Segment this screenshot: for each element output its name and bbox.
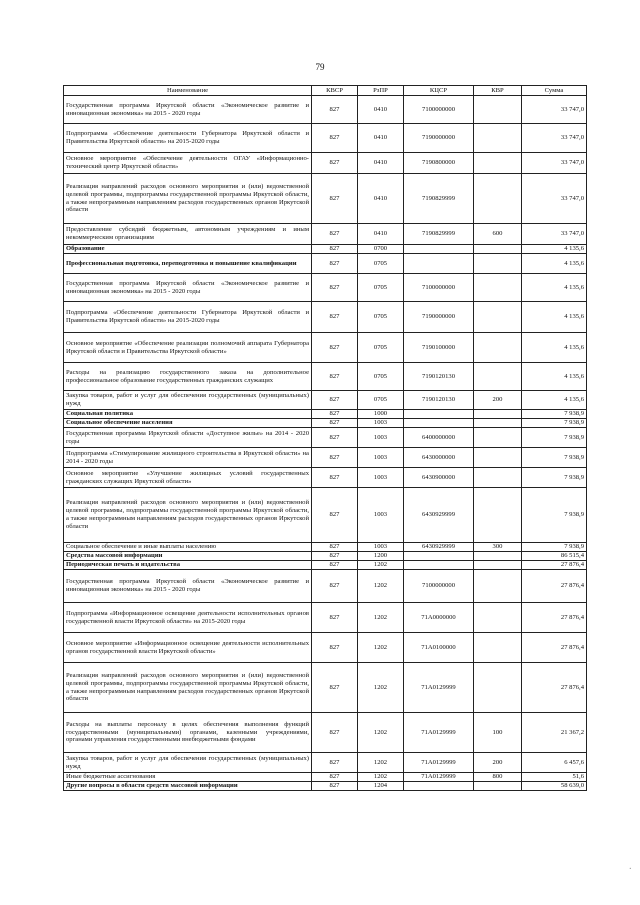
cell-kcsr	[404, 552, 474, 561]
table-row	[64, 302, 587, 333]
table-row	[64, 153, 587, 174]
cell-sum: 21 367,2	[522, 713, 587, 753]
cell-kvsr: 827	[312, 570, 358, 603]
cell-kvr	[474, 488, 522, 543]
cell-kvsr: 827	[312, 753, 358, 773]
cell-name: Государственная программа Иркутской области «Экономическое развитие и инновационная экономика» на 2015 - 2020 годы	[64, 274, 312, 302]
cell-name: Подпрограмма «Информационное освещение деятельности исполнительных органов государственной власти Иркутской области» на 2015-2020 годы	[64, 603, 312, 633]
cell-kcsr	[404, 561, 474, 570]
cell-kvr	[474, 333, 522, 363]
cell-name: Профессиональная подготовка, переподготовка и повышение квалификации	[64, 254, 312, 274]
cell-name: Реализация направлений расходов основного мероприятия и (или) ведомственной целевой программы, подпрограммы государственной программы Иркутской области, а также непрограммным направлениям расходов государственных органов Иркутской области	[64, 488, 312, 543]
cell-sum: 4 135,6	[522, 363, 587, 391]
cell-rzpr: 1003	[358, 543, 404, 552]
cell-kvr	[474, 570, 522, 603]
cell-kvsr: 827	[312, 488, 358, 543]
cell-sum: 7 938,9	[522, 410, 587, 419]
cell-name: Периодическая печать и издательства	[64, 561, 312, 570]
cell-kvsr: 827	[312, 333, 358, 363]
cell-kvr	[474, 254, 522, 274]
cell-sum: 6 457,6	[522, 753, 587, 773]
cell-kcsr: 6400000000	[404, 428, 474, 448]
cell-name: Государственная программа Иркутской области «Доступное жилье» на 2014 - 2020 годы	[64, 428, 312, 448]
cell-kcsr: 6430900000	[404, 468, 474, 488]
cell-kvsr: 827	[312, 552, 358, 561]
cell-name: Реализация направлений расходов основного мероприятия и (или) ведомственной целевой программы, подпрограммы государственной программы Иркутской области, а также непрограммным направлениям расходов государственных органов Иркутской области	[64, 663, 312, 713]
cell-kvsr: 827	[312, 363, 358, 391]
cell-rzpr: 1003	[358, 488, 404, 543]
cell-name: Социальное обеспечение и иные выплаты населению	[64, 543, 312, 552]
cell-name: Государственная программа Иркутской области «Экономическое развитие и инновационная экономика» на 2015 - 2020 годы	[64, 96, 312, 124]
cell-rzpr: 1202	[358, 561, 404, 570]
cell-name: Образование	[64, 245, 312, 254]
cell-rzpr: 0410	[358, 153, 404, 174]
cell-kcsr: 71А0129999	[404, 713, 474, 753]
cell-kvr	[474, 363, 522, 391]
cell-kvr	[474, 782, 522, 791]
cell-sum: 33 747,0	[522, 96, 587, 124]
table-row	[64, 782, 587, 791]
table-header-row	[64, 86, 587, 96]
table-row	[64, 713, 587, 753]
header-rzpr: РзПР	[358, 86, 404, 96]
page-number: 79	[315, 62, 325, 72]
cell-rzpr: 1202	[358, 633, 404, 663]
cell-sum: 7 938,9	[522, 448, 587, 468]
table-row	[64, 468, 587, 488]
cell-kvsr: 827	[312, 603, 358, 633]
cell-kvsr: 827	[312, 96, 358, 124]
cell-rzpr: 0410	[358, 96, 404, 124]
cell-kvr	[474, 552, 522, 561]
table-row	[64, 174, 587, 224]
cell-sum: 4 135,6	[522, 302, 587, 333]
cell-kcsr: 7100000000	[404, 570, 474, 603]
cell-rzpr: 1003	[358, 428, 404, 448]
table-row	[64, 391, 587, 410]
cell-kvsr: 827	[312, 713, 358, 753]
cell-kcsr: 7190100000	[404, 333, 474, 363]
cell-kvr	[474, 561, 522, 570]
cell-sum: 4 135,6	[522, 274, 587, 302]
cell-kvr: 300	[474, 543, 522, 552]
cell-kvr	[474, 124, 522, 153]
cell-name: Расходы на выплаты персоналу в целях обеспечения выполнения функций государственными (муниципальными) органами, казенными учреждениями, органами управления государственными внебюджетными фондами	[64, 713, 312, 753]
cell-sum: 7 938,9	[522, 488, 587, 543]
cell-rzpr: 0705	[358, 333, 404, 363]
cell-kvsr: 827	[312, 782, 358, 791]
cell-rzpr: 1202	[358, 570, 404, 603]
cell-sum: 4 135,6	[522, 254, 587, 274]
cell-kcsr	[404, 419, 474, 428]
cell-kcsr: 7190120130	[404, 363, 474, 391]
cell-name: Подпрограмма «Стимулирование жилищного строительства в Иркутской области» на 2014 - 2020 годы	[64, 448, 312, 468]
table-row	[64, 124, 587, 153]
cell-kvsr: 827	[312, 153, 358, 174]
cell-kvr	[474, 419, 522, 428]
cell-kcsr: 7190829999	[404, 174, 474, 224]
cell-name: Другие вопросы в области средств массовой информации	[64, 782, 312, 791]
cell-rzpr: 1202	[358, 713, 404, 753]
cell-kvsr: 827	[312, 448, 358, 468]
cell-kvsr: 827	[312, 254, 358, 274]
cell-kvsr: 827	[312, 124, 358, 153]
table-body	[64, 96, 587, 791]
cell-kvr	[474, 245, 522, 254]
cell-kcsr	[404, 254, 474, 274]
cell-rzpr: 1003	[358, 419, 404, 428]
table-row	[64, 603, 587, 633]
table-row	[64, 419, 587, 428]
table-row	[64, 570, 587, 603]
cell-rzpr: 0410	[358, 174, 404, 224]
table-row	[64, 96, 587, 124]
cell-kvr	[474, 603, 522, 633]
table-row	[64, 488, 587, 543]
cell-rzpr: 0705	[358, 363, 404, 391]
cell-kvr: 800	[474, 773, 522, 782]
cell-kcsr: 7190800000	[404, 153, 474, 174]
header-kvsr: КВСР	[312, 86, 358, 96]
table-row	[64, 428, 587, 448]
cell-kcsr: 6430929999	[404, 543, 474, 552]
cell-kvr: 200	[474, 753, 522, 773]
cell-sum: 27 876,4	[522, 603, 587, 633]
cell-kvr	[474, 663, 522, 713]
header-sum: Сумма	[522, 86, 587, 96]
cell-sum: 33 747,0	[522, 174, 587, 224]
cell-rzpr: 0410	[358, 224, 404, 245]
cell-rzpr: 0705	[358, 274, 404, 302]
cell-sum: 33 747,0	[522, 224, 587, 245]
cell-sum: 86 515,4	[522, 552, 587, 561]
cell-kcsr	[404, 782, 474, 791]
cell-name: Социальная политика	[64, 410, 312, 419]
header-name: Наименование	[64, 86, 312, 96]
table-row	[64, 552, 587, 561]
cell-name: Социальное обеспечение населения	[64, 419, 312, 428]
cell-sum: 4 135,6	[522, 333, 587, 363]
cell-sum: 27 876,4	[522, 570, 587, 603]
table-row	[64, 543, 587, 552]
cell-sum: 7 938,9	[522, 428, 587, 448]
cell-kvsr: 827	[312, 174, 358, 224]
cell-rzpr: 1200	[358, 552, 404, 561]
cell-kcsr: 71А0129999	[404, 773, 474, 782]
cell-kvr: 100	[474, 713, 522, 753]
cell-rzpr: 1202	[358, 663, 404, 713]
cell-sum: 7 938,9	[522, 543, 587, 552]
cell-rzpr: 1204	[358, 782, 404, 791]
table-row	[64, 753, 587, 773]
cell-kvr	[474, 274, 522, 302]
cell-name: Основное мероприятие «Информационное освещение деятельности исполнительных органов государственной власти Иркутской области»	[64, 633, 312, 663]
cell-kcsr: 6430929999	[404, 488, 474, 543]
cell-kvr	[474, 302, 522, 333]
cell-name: Закупка товаров, работ и услуг для обеспечения государственных (муниципальных) нужд	[64, 753, 312, 773]
table-row	[64, 245, 587, 254]
cell-kcsr: 7190829999	[404, 224, 474, 245]
cell-kvsr: 827	[312, 302, 358, 333]
cell-kvsr: 827	[312, 224, 358, 245]
cell-sum: 4 135,6	[522, 391, 587, 410]
cell-kcsr: 7190120130	[404, 391, 474, 410]
table-row	[64, 333, 587, 363]
cell-name: Средства массовой информации	[64, 552, 312, 561]
cell-name: Расходы на реализацию государственного заказа на дополнительное профессиональное образование государственных гражданских служащих	[64, 363, 312, 391]
cell-kcsr: 71А0129999	[404, 753, 474, 773]
cell-kvsr: 827	[312, 428, 358, 448]
cell-kvr: 200	[474, 391, 522, 410]
cell-rzpr: 1202	[358, 773, 404, 782]
cell-kvr	[474, 174, 522, 224]
table-row	[64, 274, 587, 302]
header-kvr: КВР	[474, 86, 522, 96]
cell-kcsr: 7100000000	[404, 96, 474, 124]
cell-kcsr: 6430000000	[404, 448, 474, 468]
cell-kvr	[474, 410, 522, 419]
cell-name: Иные бюджетные ассигнования	[64, 773, 312, 782]
cell-kvsr: 827	[312, 543, 358, 552]
cell-kvsr: 827	[312, 663, 358, 713]
budget-table	[63, 85, 587, 791]
cell-rzpr: 1003	[358, 448, 404, 468]
table-row	[64, 448, 587, 468]
cell-name: Подпрограмма «Обеспечение деятельности Губернатора Иркутской области и Правительства Иркутской области» на 2015-2020 годы	[64, 302, 312, 333]
table-row	[64, 254, 587, 274]
cell-sum: 7 938,9	[522, 419, 587, 428]
cell-kvr	[474, 468, 522, 488]
cell-rzpr: 1202	[358, 603, 404, 633]
table-row	[64, 633, 587, 663]
cell-rzpr: 1003	[358, 468, 404, 488]
cell-rzpr: 0705	[358, 302, 404, 333]
cell-kcsr: 7100000000	[404, 274, 474, 302]
cell-kvr: 600	[474, 224, 522, 245]
cell-sum: 4 135,6	[522, 245, 587, 254]
cell-kvr	[474, 448, 522, 468]
table-row	[64, 561, 587, 570]
cell-kvr	[474, 153, 522, 174]
cell-name: Основное мероприятие «Обеспечение реализации полномочий аппарата Губернатора Иркутской области и Правительства Иркутской области»	[64, 333, 312, 363]
cell-kvr	[474, 633, 522, 663]
cell-kvsr: 827	[312, 561, 358, 570]
cell-kvsr: 827	[312, 773, 358, 782]
cell-sum: 27 876,4	[522, 663, 587, 713]
cell-kvr	[474, 428, 522, 448]
cell-name: Подпрограмма «Обеспечение деятельности Губернатора Иркутской области и Правительства Иркутской области» на 2015-2020 годы	[64, 124, 312, 153]
table-row	[64, 663, 587, 713]
header-kcsr: КЦСР	[404, 86, 474, 96]
table-row	[64, 773, 587, 782]
cell-name: Основное мероприятие «Улучшение жилищных условий государственных гражданских служащих Иркутской области»	[64, 468, 312, 488]
cell-kcsr: 71А0129999	[404, 663, 474, 713]
cell-name: Государственная программа Иркутской области «Экономическое развитие и инновационная экономика» на 2015 - 2020 годы	[64, 570, 312, 603]
cell-kcsr	[404, 410, 474, 419]
cell-rzpr: 1202	[358, 753, 404, 773]
table-row	[64, 410, 587, 419]
cell-name: Закупка товаров, работ и услуг для обеспечения государственных (муниципальных) нужд	[64, 391, 312, 410]
cell-sum: 51,6	[522, 773, 587, 782]
margin-mark: ·	[628, 864, 632, 875]
cell-kvsr: 827	[312, 391, 358, 410]
cell-sum: 27 876,4	[522, 633, 587, 663]
cell-name: Реализация направлений расходов основного мероприятия и (или) ведомственной целевой программы, подпрограммы государственной программы Иркутской области, а также непрограммным направлениям расходов государственных органов Иркутской области	[64, 174, 312, 224]
cell-kcsr: 7190000000	[404, 302, 474, 333]
cell-kvsr: 827	[312, 419, 358, 428]
cell-kvsr: 827	[312, 468, 358, 488]
cell-rzpr: 0705	[358, 391, 404, 410]
cell-kcsr: 71А0000000	[404, 603, 474, 633]
cell-sum: 33 747,0	[522, 153, 587, 174]
cell-sum: 33 747,0	[522, 124, 587, 153]
cell-rzpr: 0705	[358, 254, 404, 274]
cell-sum: 7 938,9	[522, 468, 587, 488]
table-row	[64, 363, 587, 391]
cell-kcsr: 7190000000	[404, 124, 474, 153]
cell-rzpr: 0700	[358, 245, 404, 254]
cell-kvsr: 827	[312, 245, 358, 254]
cell-name: Основное мероприятие «Обеспечение деятельности ОГАУ «Информационно-технический центр Иркутской области»	[64, 153, 312, 174]
table-row	[64, 224, 587, 245]
cell-kvsr: 827	[312, 633, 358, 663]
cell-kcsr	[404, 245, 474, 254]
cell-sum: 58 639,0	[522, 782, 587, 791]
cell-rzpr: 1000	[358, 410, 404, 419]
cell-sum: 27 876,4	[522, 561, 587, 570]
cell-rzpr: 0410	[358, 124, 404, 153]
cell-kvr	[474, 96, 522, 124]
cell-kcsr: 71А0100000	[404, 633, 474, 663]
cell-kvsr: 827	[312, 274, 358, 302]
cell-kvsr: 827	[312, 410, 358, 419]
cell-name: Предоставление субсидий бюджетным, автономным учреждениям и иным некоммерческим организациям	[64, 224, 312, 245]
